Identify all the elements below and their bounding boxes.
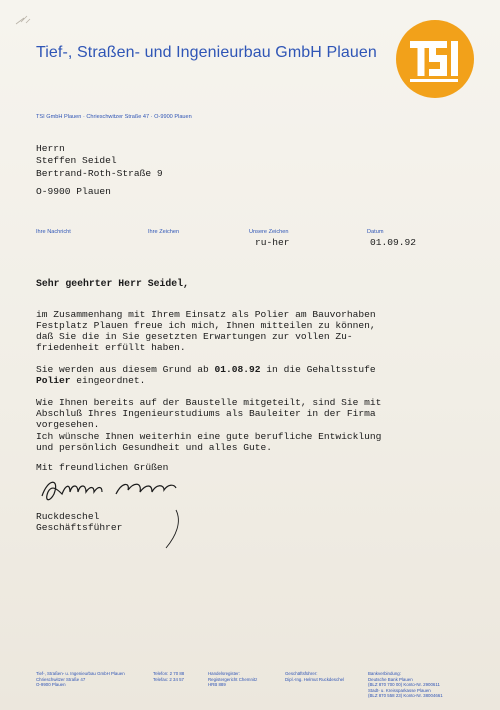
salary-grade: Polier	[36, 375, 71, 386]
recipient-line: Herrn	[36, 143, 65, 154]
closing: Mit freundlichen Grüßen	[36, 462, 169, 473]
footer-line: Telefax: 2 34 57	[153, 676, 184, 682]
text-line: Wie Ihnen bereits auf der Baustelle mitgeteilt, sind Sie mit	[36, 397, 382, 408]
footer-line: Handelsregister:	[208, 671, 240, 676]
footer-line: Bankverbindung:	[368, 671, 401, 676]
text-line: Abschluß Ihres Ingenieurstudiums als Bauleiter in der Firma	[36, 408, 376, 419]
footer-register	[208, 671, 257, 688]
text-line: Ich wünsche Ihnen weiterhin eine gute berufliche Entwicklung	[36, 431, 382, 442]
paper-mark	[12, 10, 42, 30]
footer-line: Tief-, Straßen- u. Ingenieurbau GmbH Plauen	[36, 671, 125, 676]
text-line: und persönlich Gesundheit und alles Gute.	[36, 442, 273, 453]
footer-line: O-9900 Plauen	[36, 682, 66, 688]
text-line: vorgesehen.	[36, 419, 100, 430]
footer-line: Chrieschwitzer Straße 47	[36, 676, 86, 682]
text-span: in die Gehaltsstufe	[260, 364, 376, 375]
text-line	[36, 364, 376, 375]
sender-return-address: TSI GmbH Plauen · Chrieschwitzer Straße 47 · O-9900 Plauen	[36, 114, 192, 120]
datum-value: 01.09.92	[370, 237, 417, 248]
footer-line: (BLZ 870 700 00) Konto-Nr. 2900611	[368, 682, 440, 688]
unsere-zeichen-value: ru-her	[255, 237, 290, 248]
footer-bank	[368, 671, 443, 699]
footer-line: (BLZ 870 558 23) Konto-Nr. 38004661	[368, 693, 443, 699]
paragraph-1	[36, 309, 376, 353]
ihre-nachricht-label: Ihre Nachricht	[36, 229, 71, 235]
recipient-line: Steffen Seidel	[36, 155, 117, 167]
signer-name: Ruckdeschel	[36, 511, 100, 522]
text-line: im Zusammenhang mit Ihrem Einsatz als Polier am Bauvorhaben	[36, 309, 376, 320]
text-line: daß Sie die in Sie gesetzten Erwartungen zur vollen Zu-	[36, 331, 353, 342]
text-line: friedenheit erfüllt haben.	[36, 342, 186, 353]
footer-line: Stadt- u. Kreissparkasse Plauen	[368, 687, 431, 693]
paragraph-3	[36, 397, 381, 430]
recipient-address	[36, 143, 163, 180]
salutation: Sehr geehrter Herr Seidel,	[36, 278, 189, 289]
text-line	[36, 375, 376, 386]
effective-date: 01.08.92	[214, 364, 261, 375]
footer-management	[285, 671, 344, 682]
unsere-zeichen-label: Unsere Zeichen	[249, 229, 289, 235]
datum-label: Datum	[367, 229, 384, 235]
footer-line: HRB 889	[208, 682, 226, 688]
footer-line: Deutsche Bank Plauen	[368, 676, 413, 682]
ihre-zeichen-label: Ihre Zeichen	[148, 229, 180, 235]
footer-line: Telefon: 2 70 88	[153, 671, 185, 676]
signer-title: Geschäftsführer	[36, 522, 123, 533]
text-span: eingeordnet.	[70, 375, 146, 386]
paragraph-2	[36, 364, 376, 386]
footer-phone	[153, 671, 184, 682]
paragraph-4	[36, 431, 381, 453]
recipient-city: O-9900 Plauen	[36, 186, 111, 197]
tsi-logo	[396, 20, 474, 98]
signer-block	[36, 511, 122, 533]
footer-line: Geschäftsführer:	[285, 671, 318, 676]
footer-address	[36, 671, 125, 688]
text-line: Festplatz Plauen freue ich mich, Ihnen mitteilen zu können,	[36, 320, 376, 331]
text-span: Sie werden aus diesem Grund ab	[36, 364, 215, 375]
footer-line: Registergericht Chemnitz	[208, 676, 258, 682]
footer-line: Dipl.-Ing. Helmut Ruckdeschel	[285, 676, 345, 682]
company-name: Tief-, Straßen- und Ingenieurbau GmbH Plauen	[36, 44, 377, 61]
recipient-line: Bertrand-Roth-Straße 9	[36, 167, 163, 179]
